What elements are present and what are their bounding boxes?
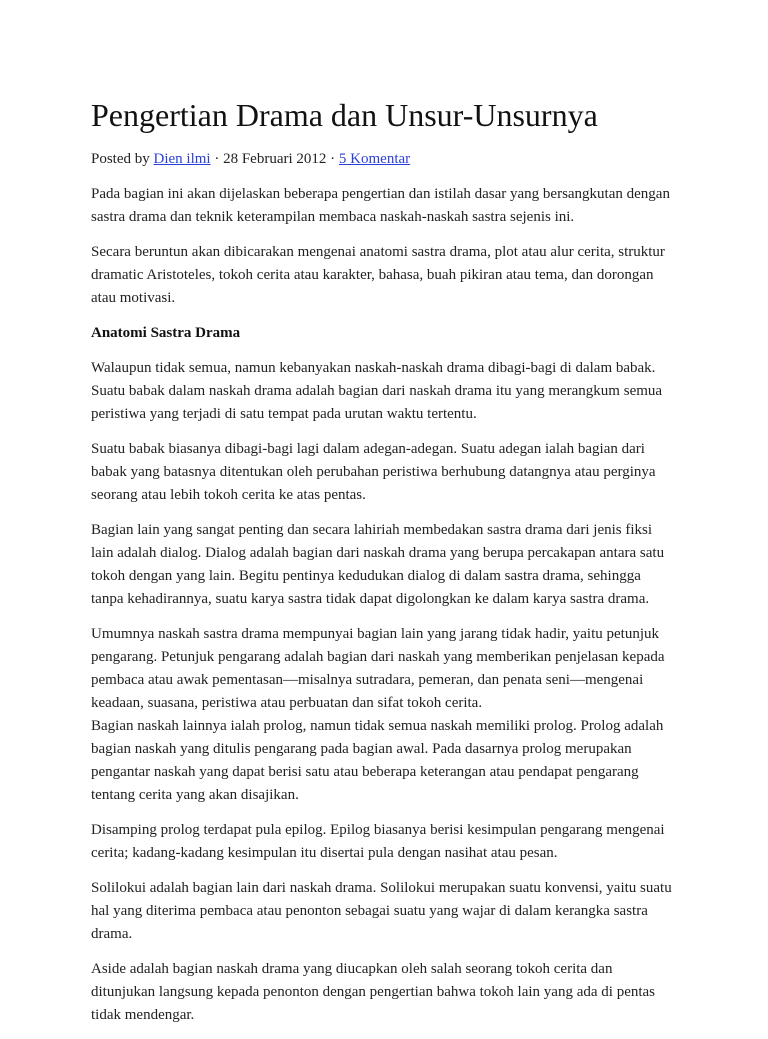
article xyxy=(91,96,731,1039)
posted-by-label: Posted by xyxy=(91,151,154,167)
page-title: Pengertian Drama dan Unsur-Unsurnya xyxy=(91,97,598,133)
author-link[interactable]: Dien ilmi xyxy=(153,151,211,167)
paragraph xyxy=(91,183,731,229)
text-line: hal yang diterima pembaca atau penonton sebagai suatu yang wajar di dalam kerangka sastra xyxy=(91,903,648,919)
text-line: Disamping prolog terdapat pula epilog. Epilog biasanya berisi kesimpulan pengarang mengenai xyxy=(91,822,665,838)
text-line: Pada bagian ini akan dijelaskan beberapa pengertian dan istilah dasar yang bersangkutan dengan xyxy=(91,186,670,202)
article-body xyxy=(91,183,731,1027)
text-line: tokoh dengan yang lain. Begitu pentinya kedudukan dialog di dalam sastra drama, sehingga xyxy=(91,568,641,584)
text-line: bagian naskah yang ditulis pengarang pada bagian awal. Pada dasarnya prolog merupakan xyxy=(91,741,632,757)
text-line: Bagian lain yang sangat penting dan secara lahiriah membedakan sastra drama dari jenis fiksi xyxy=(91,522,653,538)
paragraph xyxy=(91,958,731,1027)
text-line: peristiwa yang terjadi di satu tempat pada urutan waktu tertentu. xyxy=(91,406,477,422)
text-line: drama. xyxy=(91,926,133,942)
paragraph xyxy=(91,438,731,507)
section-heading xyxy=(91,322,731,345)
paragraph xyxy=(91,877,731,946)
text-line: Solilokui adalah bagian lain dari naskah drama. Solilokui merupakan suatu konvensi, yaitu suatu xyxy=(91,880,672,896)
text-line: atau motivasi. xyxy=(91,290,176,306)
text-line: seorang atau lebih tokoh cerita ke atas pentas. xyxy=(91,487,366,503)
text-line: ditunjukan langsung kepada penonton dengan pengertian bahwa tokoh lain yang ada di pentas xyxy=(91,984,656,1000)
paragraph xyxy=(91,357,731,426)
post-date: · 28 Februari 2012 · xyxy=(210,151,339,167)
text-line: Umumnya naskah sastra drama mempunyai bagian lain yang jarang tidak hadir, yaitu petunjuk xyxy=(91,626,659,642)
paragraph xyxy=(91,519,731,611)
text-line: sastra drama dan teknik keterampilan membaca naskah-naskah sastra sejenis ini. xyxy=(91,209,575,225)
text-line: dramatic Aristoteles, tokoh cerita atau karakter, bahasa, buah pikiran atau tema, dan dorongan xyxy=(91,267,654,283)
paragraph xyxy=(91,241,731,310)
text-line: Bagian naskah lainnya ialah prolog, namun tidak semua naskah memiliki prolog. Prolog adalah xyxy=(91,718,664,734)
paragraph xyxy=(91,819,731,865)
text-line: tidak mendengar. xyxy=(91,1007,195,1023)
paragraph xyxy=(91,623,731,715)
text-line: Walaupun tidak semua, namun kebanyakan naskah-naskah drama dibagi-bagi di dalam babak. xyxy=(91,360,656,376)
text-line: Suatu babak biasanya dibagi-bagi lagi dalam adegan-adegan. Suatu adegan ialah bagian dari xyxy=(91,441,645,457)
text-line: pengantar naskah yang dapat berisi satu atau beberapa keterangan atau pendapat pengarang xyxy=(91,764,639,780)
comments-link[interactable]: 5 Komentar xyxy=(338,151,411,167)
text-line: babak yang batasnya ditentukan oleh perubahan peristiwa berhubung datangnya atau perginya xyxy=(91,464,656,480)
text-line: lain adalah dialog. Dialog adalah bagian dari naskah drama yang berupa percakapan antara satu xyxy=(91,545,665,561)
text-line: Suatu babak dalam naskah drama adalah bagian dari naskah drama itu yang merangkum semua xyxy=(91,383,663,399)
text-line: cerita; kadang-kadang kesimpulan itu disertai pula dengan nasihat atau pesan. xyxy=(91,845,558,861)
text-line: Secara beruntun akan dibicarakan mengenai anatomi sastra drama, plot atau alur cerita, struktur xyxy=(91,244,665,260)
text-line: Aside adalah bagian naskah drama yang diucapkan oleh salah seorang tokoh cerita dan xyxy=(91,961,613,977)
paragraph xyxy=(91,715,731,807)
text-line: keadaan, suasana, peristiwa atau perbuatan dan sifat tokoh cerita. xyxy=(91,695,483,711)
text-line: tanpa kehadirannya, suatu karya sastra tidak dapat digolongkan ke dalam karya sastra drama. xyxy=(91,591,650,607)
text-line: tentang cerita yang akan disajikan. xyxy=(91,787,299,803)
text-line: Anatomi Sastra Drama xyxy=(91,325,241,341)
text-line: pembaca atau awak pementasan—misalnya sutradara, pemeran, dan penata seni—mengenai xyxy=(91,672,644,688)
text-line: pengarang. Petunjuk pengarang adalah bagian dari naskah yang memberikan penjelasan kepada xyxy=(91,649,665,665)
post-meta xyxy=(91,148,731,171)
